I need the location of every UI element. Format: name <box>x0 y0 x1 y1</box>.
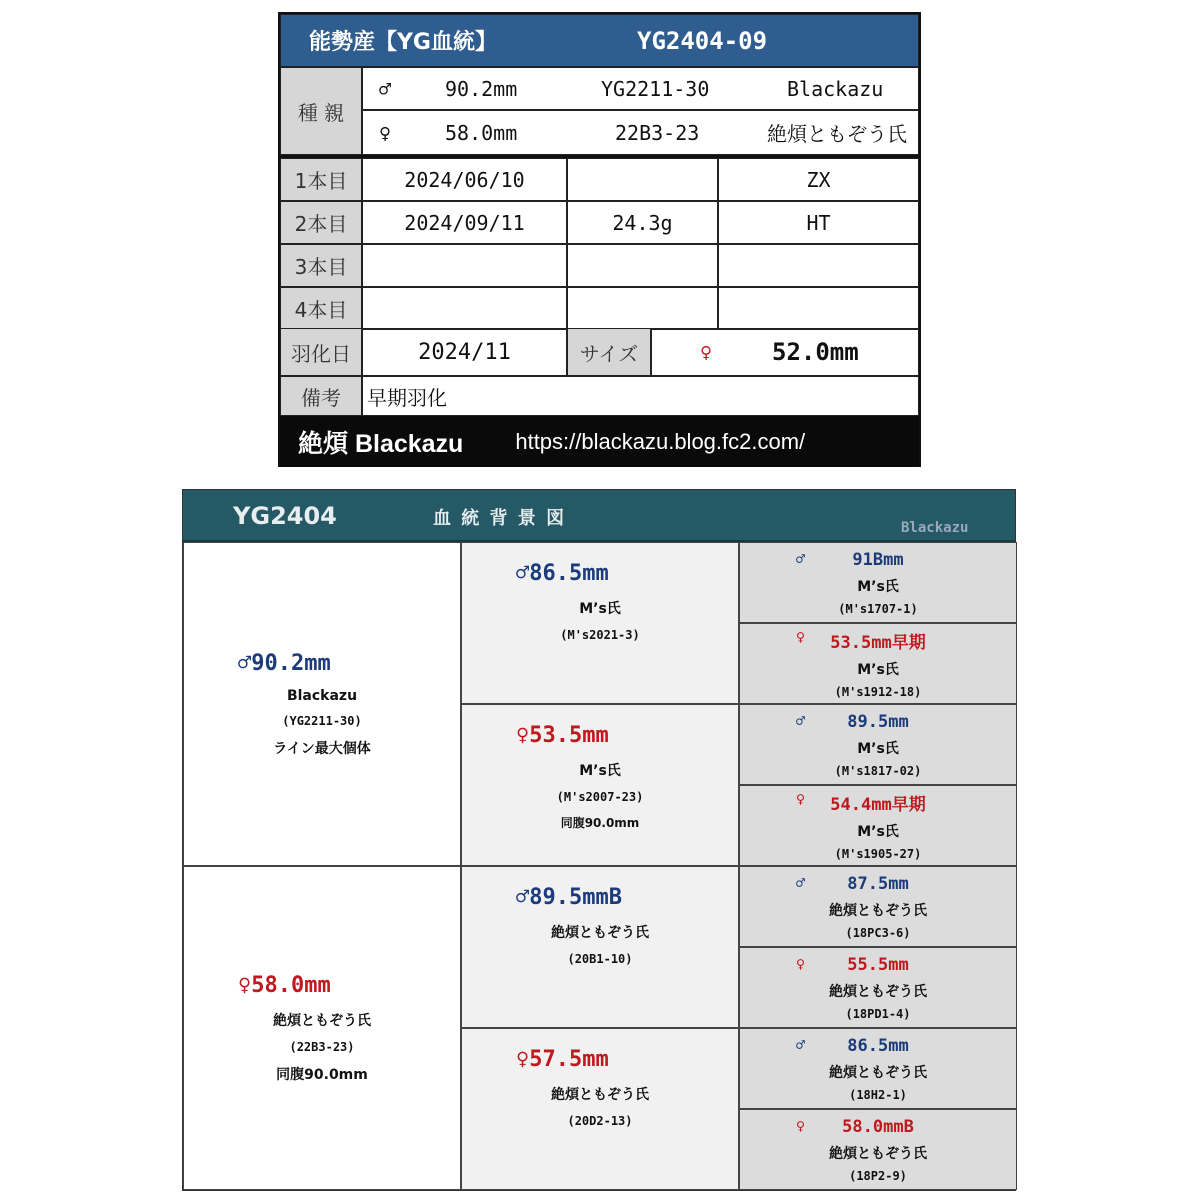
parent-note: ライン最大個体 <box>273 740 371 757</box>
parent-id: (YG2211-30) <box>282 713 362 728</box>
grandparent-cell <box>461 704 739 866</box>
bottle-label: 4本目 <box>280 287 362 330</box>
great-grandparent-breeder: 絶煩ともぞう氏 <box>829 1145 927 1162</box>
great-grandparent-id: (18P2-9) <box>849 1168 907 1183</box>
great-grandparent-size: 58.0mmB <box>842 1116 914 1137</box>
bottle-type <box>718 287 919 330</box>
bottle-type: ZX <box>718 158 919 201</box>
parent-cell <box>183 866 461 1190</box>
male-icon: ♂ <box>796 1035 806 1054</box>
great-grandparent-size: 87.5mm <box>847 873 909 894</box>
adult-size: 52.0mm <box>772 338 859 366</box>
bottle-date <box>362 244 567 287</box>
emerge-label: 羽化日 <box>280 328 362 376</box>
great-grandparent-id: (M's1905-27) <box>834 847 922 861</box>
female-parent-row <box>362 110 919 155</box>
male-icon: ♂ <box>796 711 806 730</box>
grandparent-id: (20D2-13) <box>567 1114 633 1128</box>
size-label: サイズ <box>567 328 651 376</box>
male-icon: ♂ <box>796 549 806 568</box>
grandparent-cell <box>461 1028 739 1190</box>
great-grandparent-breeder: M’s氏 <box>857 662 899 678</box>
grandparent-note: 同腹90.0mm <box>560 816 640 830</box>
grandparent-size: ♀53.5mm <box>516 723 609 748</box>
female-icon: ♀ <box>796 790 806 808</box>
lineage-code: YG2404 <box>233 502 337 530</box>
great-grandparent-breeder: M’s氏 <box>857 740 899 757</box>
bottle-date <box>362 287 567 330</box>
bottle-type: HT <box>718 201 919 244</box>
bottle-label: 2本目 <box>280 201 362 244</box>
great-grandparent-cell <box>739 704 1017 785</box>
male-breeder: Blackazu <box>787 76 884 101</box>
great-grandparent-cell <box>739 1028 1017 1109</box>
note-label: 備考 <box>280 376 362 416</box>
parent-id: (22B3-23) <box>289 1039 355 1054</box>
footer-url[interactable]: https://blackazu.blog.fc2.com/ <box>515 428 806 454</box>
grandparent-cell <box>461 866 739 1028</box>
parent-size: ♂90.2mm <box>238 650 331 676</box>
watermark: Blackazu <box>901 520 969 536</box>
female-id: 22B3-23 <box>615 120 700 145</box>
great-grandparent-cell <box>739 623 1017 704</box>
female-icon: ♀ <box>796 1116 806 1135</box>
grandparent-cell <box>461 542 739 704</box>
parent-breeder: 絶煩ともぞう氏 <box>273 1012 371 1029</box>
grandparent-size: ♂89.5mmB <box>516 885 622 910</box>
grandparent-breeder: 絶煩ともぞう氏 <box>551 1087 649 1103</box>
parent-note: 同腹90.0mm <box>276 1066 368 1083</box>
great-grandparent-size: 91Bmm <box>852 549 904 570</box>
great-grandparent-breeder: M’s氏 <box>857 824 899 840</box>
great-grandparent-breeder: 絶煩ともぞう氏 <box>829 1064 927 1081</box>
bottle-weight <box>567 244 718 287</box>
bottle-date: 2024/06/10 <box>362 158 567 201</box>
great-grandparent-breeder: M’s氏 <box>857 578 899 595</box>
male-parent-row <box>362 67 919 110</box>
great-grandparent-id: (18PD1-4) <box>845 1006 911 1021</box>
great-grandparent-id: (M's1912-18) <box>834 685 922 699</box>
grandparent-size: ♂86.5mm <box>516 561 609 586</box>
female-icon: ♀ <box>796 954 806 973</box>
bottle-weight <box>567 158 718 201</box>
male-icon: ♂ <box>796 873 806 892</box>
footer-brand: 絶煩 Blackazu <box>298 429 464 458</box>
note-value: 早期羽化 <box>362 376 919 416</box>
male-id: YG2211-30 <box>601 76 710 101</box>
lineage-header <box>183 490 1015 542</box>
great-grandparent-size: 89.5mm <box>847 711 909 732</box>
great-grandparent-id: (M's1707-1) <box>838 601 918 616</box>
parent-breeder: Blackazu <box>286 687 358 704</box>
lineage-chart <box>182 489 1016 1191</box>
great-grandparent-breeder: 絶煩ともぞう氏 <box>829 983 927 1000</box>
grandparent-breeder: M’s氏 <box>579 601 621 617</box>
grandparent-breeder: M’s氏 <box>579 763 621 779</box>
great-grandparent-id: (18H2-1) <box>849 1087 907 1102</box>
bottle-type <box>718 244 919 287</box>
card-header <box>280 14 919 67</box>
great-grandparent-size: 86.5mm <box>847 1035 909 1056</box>
male-icon: ♂ <box>379 76 392 101</box>
great-grandparent-cell <box>739 785 1017 866</box>
label-card <box>278 12 921 467</box>
bottle-weight <box>567 287 718 330</box>
female-icon: ♀ <box>700 340 713 364</box>
great-grandparent-id: (M's1817-02) <box>834 763 922 778</box>
male-size: 90.2mm <box>445 76 518 101</box>
great-grandparent-cell <box>739 1109 1017 1190</box>
female-icon: ♀ <box>379 120 392 145</box>
great-grandparent-id: (18PC3-6) <box>845 925 911 940</box>
female-breeder: 絶煩ともぞう氏 <box>767 122 907 146</box>
great-grandparent-cell <box>739 947 1017 1028</box>
lineage-title: 血 統 背 景 図 <box>433 508 567 529</box>
bottle-label: 3本目 <box>280 244 362 287</box>
great-grandparent-cell <box>739 866 1017 947</box>
card-code: YG2404-09 <box>637 26 768 55</box>
great-grandparent-size: 55.5mm <box>847 954 909 975</box>
female-size: 58.0mm <box>445 120 518 145</box>
bottle-label: 1本目 <box>280 158 362 201</box>
bottle-weight: 24.3g <box>567 201 718 244</box>
bottle-date: 2024/09/11 <box>362 201 567 244</box>
female-icon: ♀ <box>796 628 806 646</box>
parent-cell <box>183 542 461 866</box>
parents-label: 種 親 <box>280 67 362 155</box>
card-footer <box>280 416 919 467</box>
grandparent-id: (M's2021-3) <box>560 628 640 642</box>
great-grandparent-cell <box>739 542 1017 623</box>
parent-size: ♀58.0mm <box>238 972 331 998</box>
grandparent-id: (M's2007-23) <box>556 790 644 804</box>
grandparent-size: ♀57.5mm <box>516 1047 609 1072</box>
grandparent-breeder: 絶煩ともぞう氏 <box>551 925 649 941</box>
great-grandparent-size: 53.5mm早期 <box>830 633 926 653</box>
grandparent-id: (20B1-10) <box>567 952 633 966</box>
great-grandparent-breeder: 絶煩ともぞう氏 <box>829 902 927 919</box>
great-grandparent-size: 54.4mm早期 <box>830 795 926 815</box>
size-value <box>651 328 919 376</box>
emerge-date: 2024/11 <box>362 328 567 376</box>
card-title: 能勢産【YG血統】 <box>309 30 497 55</box>
